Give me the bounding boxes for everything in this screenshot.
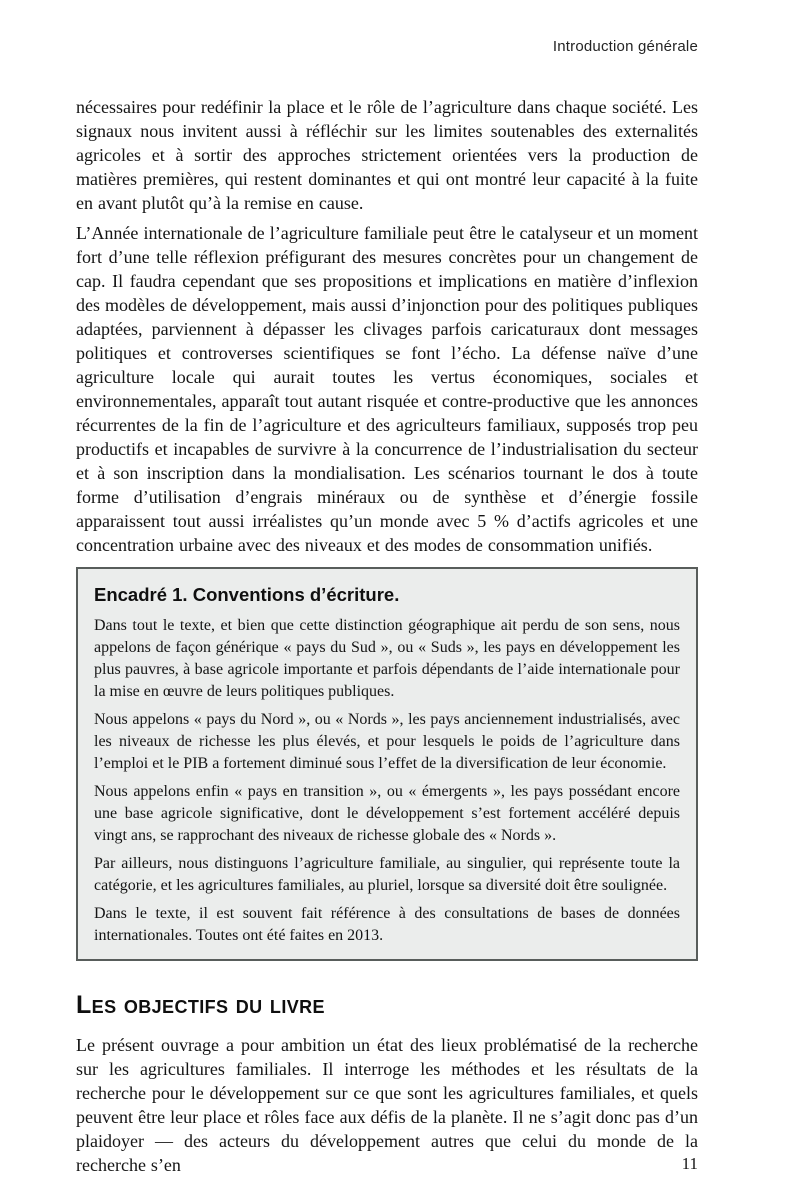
callout-box xyxy=(76,567,698,961)
page-number: 11 xyxy=(681,1154,698,1173)
callout-box-paragraph: Nous appelons « pays du Nord », ou « Nords », les pays anciennement industrialisés, avec les niveaux de richesse les plus élevés, et pour lesquels le poids de l’agriculture dans l’emploi et le PIB a fortement diminué sous l’effet de la diversification de leur économie. xyxy=(94,711,680,772)
callout-box-paragraph: Nous appelons enfin « pays en transition », ou « émergents », les pays possédant encore une base agricole significative, dont le développement s’est fortement accéléré depuis vingt ans, se rapprochant des niveaux de richesse globale des « Nords ». xyxy=(94,783,680,844)
callout-box-paragraph: Dans le texte, il est souvent fait référence à des consultations de bases de données internationales. Toutes ont été faites en 2013. xyxy=(94,905,680,944)
section-heading: Les objectifs du livre xyxy=(76,991,325,1019)
body-paragraph: Le présent ouvrage a pour ambition un état des lieux problématisé de la recherche sur les agricultures familiales. Il interroge les méthodes et les résultats de la recherche pour le développement sur ce que sont les agricultures familiales, et quels peuvent être leur place et rôles face aux défis de la planète. Il ne s’agit donc pas d’un plaidoyer — des acteurs du développement autres que celui du monde de la recherche s’en xyxy=(76,1035,698,1175)
callout-box-paragraph: Dans tout le texte, et bien que cette distinction géographique ait perdu de son sens, nous appelons de façon générique « pays du Sud », ou « Suds », les pays en développement les plus pauvres, à base agricole importante et parfois dépendants de l’aide internationale pour la mise en œuvre de leurs politiques publiques. xyxy=(94,617,680,700)
callout-box-paragraph: Par ailleurs, nous distinguons l’agriculture familiale, au singulier, qui représente toute la catégorie, et les agricultures familiales, au pluriel, lorsque sa diversité doit être soulignée. xyxy=(94,855,680,894)
callout-box-title: Encadré 1. Conventions d’écriture. xyxy=(94,584,400,605)
body-paragraph: nécessaires pour redéfinir la place et le rôle de l’agriculture dans chaque société. Les signaux nous invitent aussi à réfléchir sur les limites soutenables des externalités agricoles et à sortir des approches strictement orientées vers la production de matières premières, qui restent dominantes et qui ont montré leur capacité à la fuite en avant plutôt qu’à la remise en cause. xyxy=(76,97,698,213)
running-header: Introduction générale xyxy=(552,38,698,55)
body-paragraph: L’Année internationale de l’agriculture familiale peut être le catalyseur et un moment fort d’une telle réflexion préfigurant des mesures concrètes pour un changement de cap. Il faudra cependant que ses propositions et implications en matière d’inflexion des modèles de développement, mais aussi d’injonction pour des politiques publiques adaptées, parviennent à dépasser les clivages parfois caricaturaux dont messages politiques et controverses scientifiques se font l’écho. La défense naïve d’une agriculture locale qui aurait toutes les vertus économiques, sociales et environnementales, apparaît tout autant risquée et contre-productive que les annonces récurrentes de la fin de l’agriculture et des agriculteurs familiaux, supposés trop peu productifs et incapables de survivre à la concurrence de l’industrialisation du secteur et à son inscription dans la mondialisation. Les scénarios tournant le dos à toute forme d’utilisation d’engrais minéraux ou de synthèse et d’énergie fossile apparaissent tout aussi irréalistes qu’un monde avec 5 % d’actifs agricoles et une concentration urbaine avec des niveaux et des modes de consommation unifiés. xyxy=(76,223,698,555)
